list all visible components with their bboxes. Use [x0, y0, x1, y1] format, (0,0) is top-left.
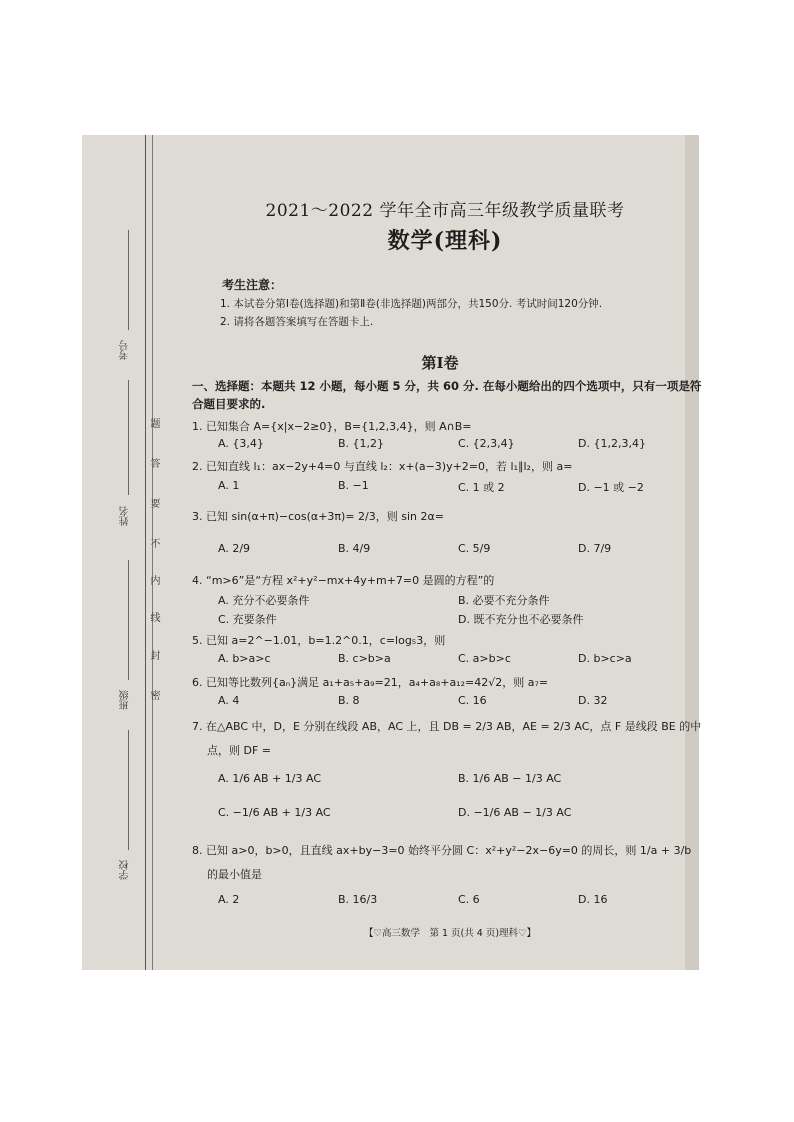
class-label: 班级	[120, 690, 131, 710]
notice-item: 1. 本试卷分第Ⅰ卷(选择题)和第Ⅱ卷(非选择题)两部分，共150分. 考试时间120分钟.	[220, 298, 603, 310]
section-intro: 合题目要求的.	[192, 397, 266, 411]
option-d: D. 7/9	[578, 542, 612, 555]
option-b: B. 8	[338, 694, 360, 707]
option-c: C. 充要条件	[218, 613, 277, 626]
option-a: A. 4	[218, 694, 240, 707]
question-stem-cont: 的最小值是	[207, 868, 262, 881]
page-footer: 【♡高三数学 第 1 页(共 4 页)理科♡】	[363, 928, 537, 939]
name-field	[128, 380, 129, 495]
option-b: B. 必要不充分条件	[458, 594, 550, 607]
option-a: A. 2	[218, 893, 240, 906]
option-c: C. 5/9	[458, 542, 491, 555]
option-d: D. 既不充分也不必要条件	[458, 613, 584, 626]
question-stem: 4. “m>6”是“方程 x²+y²−mx+4y+m+7=0 是圆的方程”的	[192, 574, 495, 587]
option-b: B. −1	[338, 479, 369, 492]
section-intro: 一、选择题：本题共 12 小题，每小题 5 分，共 60 分. 在每小题给出的四个选项中，只有一项是符	[192, 379, 702, 393]
binding-line	[145, 135, 146, 970]
option-d: D. 32	[578, 694, 608, 707]
question-stem: 5. 已知 a=2^−1.01，b=1.2^0.1，c=log₅3，则	[192, 634, 446, 647]
option-c: C. −1/6 AB + 1/3 AC	[218, 806, 331, 819]
option-c: C. 16	[458, 694, 487, 707]
exam-title: 2021～2022 学年全市高三年级教学质量联考	[265, 201, 625, 221]
option-d: D. {1,2,3,4}	[578, 437, 646, 450]
option-a: A. 1	[218, 479, 240, 492]
seal-char: 线	[148, 612, 159, 622]
option-a: A. 1/6 AB + 1/3 AC	[218, 772, 322, 785]
binding-line-inner	[152, 135, 153, 970]
question-stem: 8. 已知 a>0，b>0，且直线 ax+by−3=0 始终平分圆 C：x²+y²−2x−6y=0 的周长，则 1/a + 3/b	[192, 844, 692, 857]
option-a: A. b>a>c	[218, 652, 271, 665]
option-c: C. a>b>c	[458, 652, 511, 665]
school-label: 学校	[120, 860, 131, 880]
question-stem: 3. 已知 sin(α+π)−cos(α+3π)= 2/3，则 sin 2α=	[192, 510, 444, 523]
seal-char: 封	[148, 650, 159, 660]
exam-no-label: 考号	[120, 340, 131, 360]
section-title: 第Ⅰ卷	[421, 354, 459, 372]
option-d: D. −1/6 AB − 1/3 AC	[458, 806, 572, 819]
option-a: A. 充分不必要条件	[218, 594, 310, 607]
question-stem: 6. 已知等比数列{aₙ}满足 a₁+a₅+a₉=21，a₄+a₈+a₁₂=42√2，则 a₇=	[192, 676, 549, 689]
option-d: D. −1 或 −2	[578, 481, 644, 494]
notice-heading: 考生注意：	[222, 278, 283, 292]
class-field	[128, 560, 129, 680]
option-b: B. 16/3	[338, 893, 378, 906]
option-c: C. 6	[458, 893, 480, 906]
option-d: D. 16	[578, 893, 608, 906]
option-a: A. {3,4}	[218, 437, 264, 450]
option-d: D. b>c>a	[578, 652, 632, 665]
seal-char: 密	[148, 690, 159, 700]
seal-char: 答	[148, 458, 159, 468]
option-b: B. 4/9	[338, 542, 371, 555]
question-stem-cont: 点，则 DF =	[207, 744, 272, 757]
notice-item: 2. 请将各题答案填写在答题卡上.	[220, 316, 374, 328]
seal-char: 要	[148, 498, 159, 508]
name-label: 姓名	[120, 506, 131, 526]
school-field	[128, 730, 129, 850]
option-b: B. 1/6 AB − 1/3 AC	[458, 772, 562, 785]
option-c: C. {2,3,4}	[458, 437, 515, 450]
option-c: C. 1 或 2	[458, 481, 505, 494]
subject-title: 数学(理科)	[387, 228, 503, 254]
seal-char: 不	[148, 538, 159, 548]
question-stem: 1. 已知集合 A={x|x−2≥0}，B={1,2,3,4}，则 A∩B=	[192, 420, 472, 433]
option-b: B. {1,2}	[338, 437, 385, 450]
seal-char: 内	[148, 575, 159, 585]
question-stem: 2. 已知直线 l₁：ax−2y+4=0 与直线 l₂：x+(a−3)y+2=0，若 l₁∥l₂，则 a=	[192, 460, 573, 473]
option-b: B. c>b>a	[338, 652, 391, 665]
seal-char: 题	[148, 418, 159, 428]
exam-no-field	[128, 230, 129, 330]
option-a: A. 2/9	[218, 542, 251, 555]
question-stem: 7. 在△ABC 中，D，E 分别在线段 AB，AC 上，且 DB = 2/3 AB，AE = 2/3 AC，点 F 是线段 BE 的中	[192, 720, 702, 733]
